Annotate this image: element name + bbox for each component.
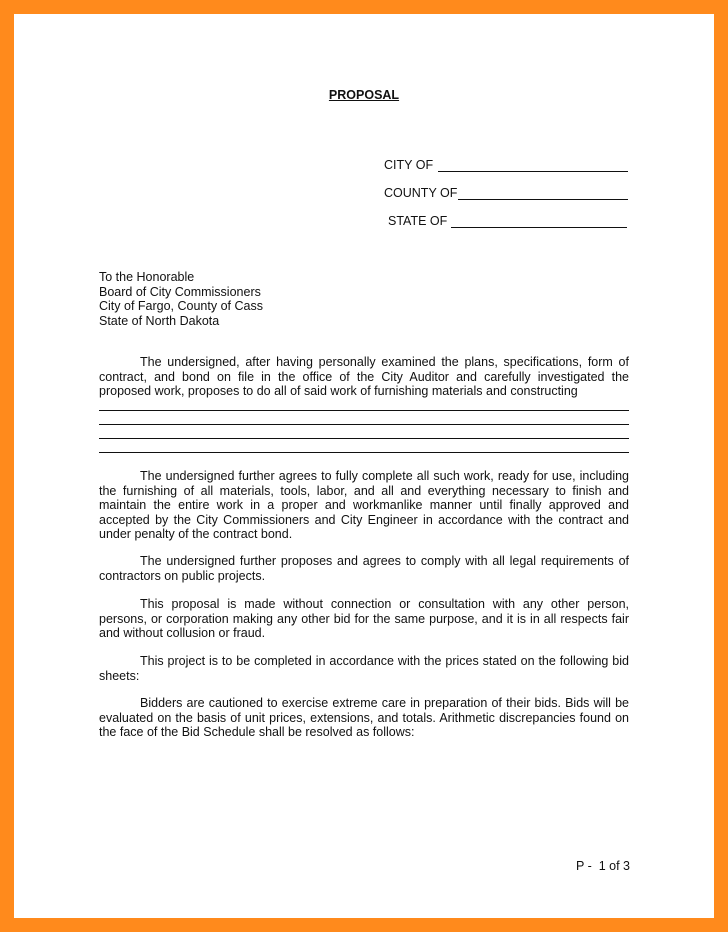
addressee-block — [99, 270, 263, 329]
paragraph-examined-plans: The undersigned, after having personally examined the plans, specifications, form of contract, and bond on file in the office of the City Auditor and carefully investigated the proposed work, proposes to do all of said work of furnishing materials and constructing — [99, 355, 629, 398]
county-of-blank[interactable] — [458, 187, 628, 200]
addressee-line: State of North Dakota — [99, 314, 220, 329]
state-of-blank[interactable] — [451, 215, 627, 228]
paragraph-complete-work: The undersigned further agrees to fully complete all such work, ready for use, including the furnishing of all materials, tools, labor, and all and everything necessary to finish and maintain the entire work in a proper and workmanlike manner until finally approved and accepted by the City Commissioners and City Engineer in accordance with the contract and under penalty of the contract bond. — [99, 469, 629, 541]
document-title: PROPOSAL — [328, 88, 400, 102]
paragraph-no-collusion: This proposal is made without connection or consultation with any other person, persons, or corporation making any other bid for the same purpose, and it is in all respects fair and without collusion or fraud. — [99, 597, 629, 640]
state-of-label: STATE OF — [388, 214, 448, 228]
addressee-line: City of Fargo, County of Cass — [99, 299, 263, 314]
county-of-field — [384, 186, 628, 200]
addressee-line: To the Honorable — [99, 270, 195, 284]
page-number: P - 1 of 3 — [576, 859, 630, 873]
document-page — [14, 14, 714, 918]
city-of-blank[interactable] — [438, 159, 628, 172]
blank-line[interactable] — [99, 424, 629, 425]
paragraph-bid-sheets: This project is to be completed in accordance with the prices stated on the following bid sheets: — [99, 654, 629, 683]
blank-line[interactable] — [99, 452, 629, 453]
city-of-label: CITY OF — [384, 158, 434, 172]
blank-line[interactable] — [99, 410, 629, 411]
paragraph-bidders-cautioned: Bidders are cautioned to exercise extreme care in preparation of their bids. Bids will be evaluated on the basis of unit prices, extensions, and totals. Arithmetic discrepancies found on the face of the Bid Schedule shall be resolved as follows: — [99, 696, 629, 739]
city-of-field — [384, 158, 628, 172]
state-of-field — [388, 214, 627, 228]
paragraph-legal-requirements: The undersigned further proposes and agrees to comply with all legal requirements of contractors on public projects. — [99, 554, 629, 583]
county-of-label: COUNTY OF — [384, 186, 458, 200]
addressee-line: Board of City Commissioners — [99, 284, 261, 299]
blank-line[interactable] — [99, 438, 629, 439]
